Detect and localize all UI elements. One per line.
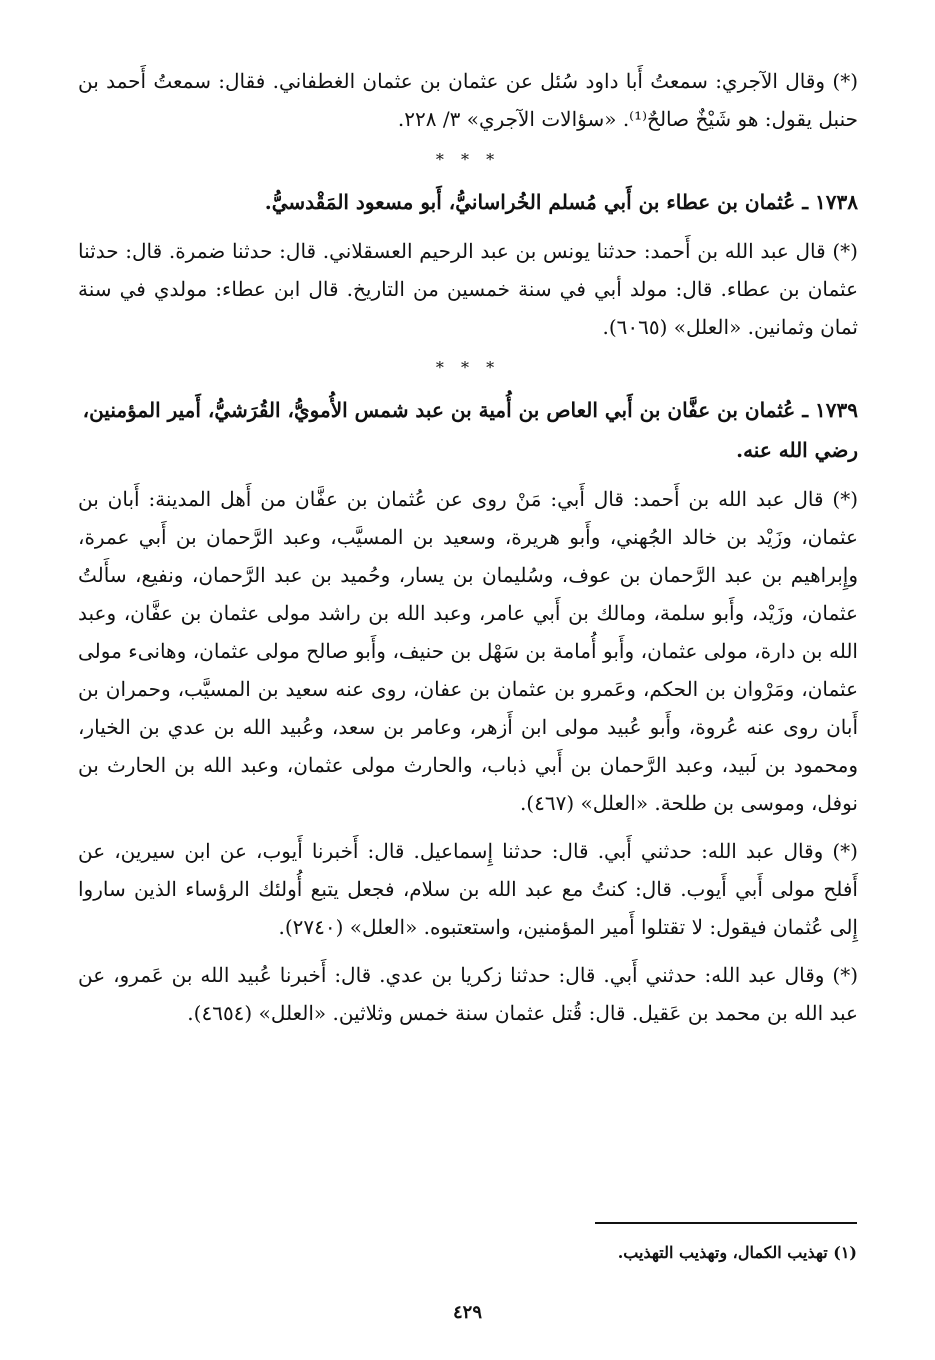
separator-stars: * * * (435, 358, 501, 377)
paragraph-1739-ibn-salam: (*) وقال عبد الله: حدثني أَبي. قال: حدثنا إِسماعيل. قال: أَخبرنا أَيوب، عن ابن سيرين، عن أَفلح مولى أَبي أَيوب. قال: كنتُ مع عبد الله بن سلام، فجعل يتبع أُولئك الرؤساء الذين ساروا إِلى عُثمان فيقول: لا تقتلوا أَمير المؤمنين، واستعتبوه. «العلل» (٢٧٤٠). (78, 839, 858, 939)
entry-heading-1738: ١٧٣٨ ـ عُثمان بن عطاء بن أَبي مُسلم الخُراسانيُّ، أَبو مسعود المَقْدسيُّ. (264, 190, 858, 214)
paragraph-ajurri: (*) وقال الآجري: سمعتُ أَبا داود سُئل عن عثمان بن عثمان الغطفاني. فقال: سمعتُ أَحمد بن حنبل يقول: هو شَيْخٌ صالحٌ⁽¹⁾. «سؤالات الآجري» ٣/ ٢٢٨. (78, 69, 858, 131)
footnote: (١) تهذيب الكمال، وتهذيب التهذيب. (617, 1243, 857, 1262)
footnote-divider (595, 1222, 857, 1224)
separator-stars: * * * (435, 150, 501, 169)
entry-heading-1739: ١٧٣٩ ـ عُثمان بن عفَّان بن أَبي العاص بن أُمية بن عبد شمس الأُمويُّ، القُرَشيُّ، أَمير المؤمنين، رضي الله عنه. (82, 398, 858, 462)
paragraph-1739-narrators: (*) قال عبد الله بن أَحمد: قال أَبي: مَنْ روى عن عُثمان بن عفَّان من أَهل المدينة: أَبان بن عثمان، وزَيْد بن خالد الجُهني، وأَبو هريرة، وسعيد بن المسيَّب، وعبد الرَّحمان بن أَبي عمرة، وإِبراهيم بن عبد الرَّحمان بن عوف، وسُليمان بن يسار، وحُميد بن عبد الرَّحمان، ونفيع، سأَلتُ عثمان، وزَيْد، وأَبو سلمة، ومالك بن أَبي عامر، وعبد الله بن راشد مولى عثمان بن عفَّان، وعبد الله بن دارة، مولى عثمان، وأَبو أُمامة بن سَهْل بن حنيف، وأَبو صالح مولى عثمان، وهانىء مولى عثمان، ومَرْوان بن الحكم، وعَمرو بن عثمان بن عفان، روى عنه سعيد بن المسيَّب، وحمران بن أَبان روى عنه عُروة، وأَبو عُبيد مولى ابن أَزهر، وعامر بن سعد، وعُبيد الله بن عدي بن الخيار، ومحمود بن لَبيد، وعبد الرَّحمان بن أَبي ذباب، والحارث مولى عثمان، وعبد الله بن الحارث بن نوفل، وموسى بن طلحة. «العلل» (٤٦٧). (78, 487, 858, 815)
paragraph-1739-death: (*) وقال عبد الله: حدثني أَبي. قال: حدثنا زكريا بن عدي. قال: أَخبرنا عُبيد الله بن عَمرو، عن عبد الله بن محمد بن عَقيل. قال: قُتل عثمان سنة خمس وثلاثين. «العلل» (٤٦٥٤). (78, 963, 858, 1025)
paragraph-1738: (*) قال عبد الله بن أَحمد: حدثنا يونس بن عبد الرحيم العسقلاني. قال: حدثنا ضمرة. قال: حدثنا عثمان بن عطاء. قال: مولد أبي في سنة خمسين من التاريخ. قال ابن عطاء: مولدي في سنة ثمان وثمانين. «العلل» (٦٠٦٥). (78, 239, 858, 339)
page-number: ٤٢٩ (452, 1302, 482, 1323)
page-body (78, 62, 858, 1042)
